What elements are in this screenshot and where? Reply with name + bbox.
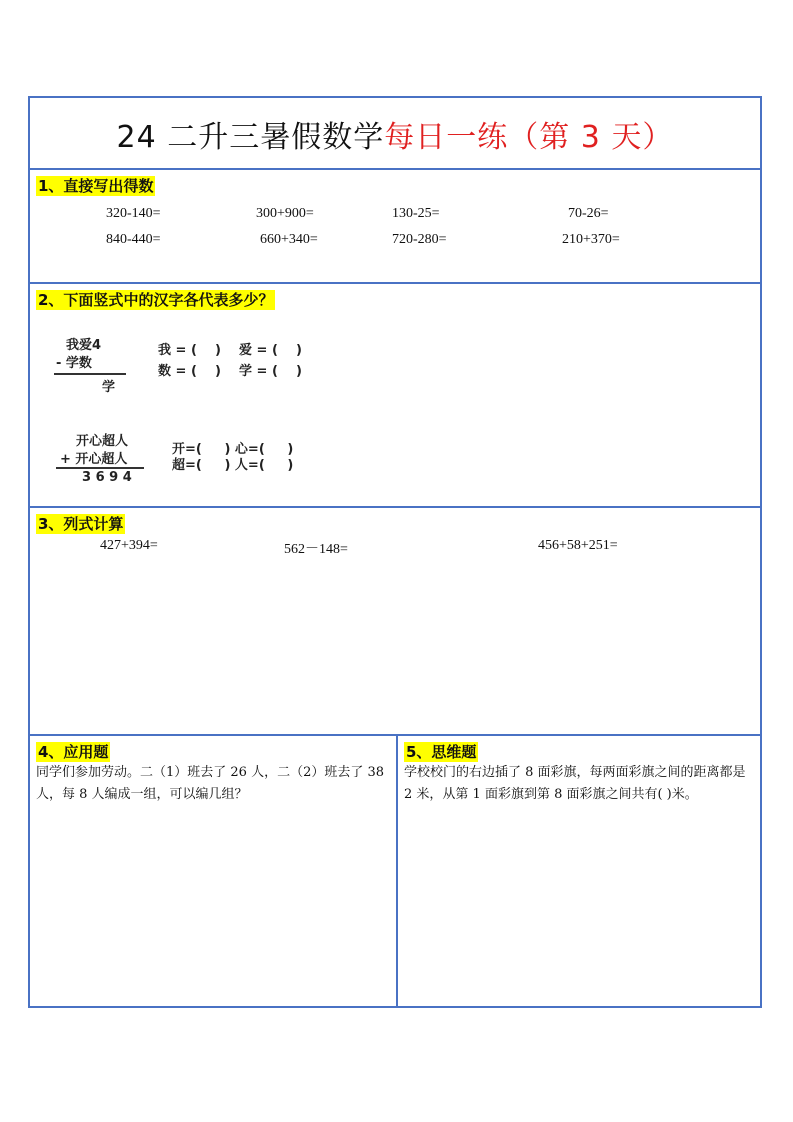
section-equation-calculation bbox=[30, 508, 760, 736]
puzzle2-answers-row2: 超=( ) 人=( ) bbox=[172, 458, 294, 473]
section5-heading: 5、思维题 bbox=[406, 743, 477, 761]
puzzle2-answers-row1: 开=( ) 心=( ) bbox=[172, 442, 294, 457]
problem: 720-280= bbox=[392, 232, 447, 247]
problem: 70-26= bbox=[568, 206, 609, 221]
problem: 320-140= bbox=[106, 206, 161, 221]
section4-text: 同学们参加劳动。二（1）班去了 26 人，二（2）班去了 38 人，每 8 人编成一组，可以编几组？ bbox=[36, 765, 385, 802]
problem: 130-25= bbox=[392, 206, 440, 221]
puzzle2-line1: 开心超人 bbox=[76, 434, 129, 449]
puzzle2-result: 3 6 9 4 bbox=[82, 470, 132, 485]
section2-heading: 2、下面竖式中的汉字各代表多少？ bbox=[38, 291, 274, 309]
puzzle1-answers-row1: 我 = ( ) 爱 = ( ) bbox=[158, 343, 302, 358]
column-divider bbox=[396, 736, 398, 1006]
page-title bbox=[30, 112, 760, 156]
title-highlight: 每日一练（第 3 天） bbox=[384, 120, 674, 155]
worksheet bbox=[28, 96, 762, 1008]
section1-heading: 1、直接写出得数 bbox=[38, 177, 154, 195]
problem: 210+370= bbox=[562, 232, 620, 247]
puzzle2-rule bbox=[56, 467, 144, 469]
problem: 660+340= bbox=[260, 232, 318, 247]
section-word-problems bbox=[30, 736, 760, 1006]
title-row bbox=[30, 98, 760, 170]
problem: 456+58+251= bbox=[538, 538, 618, 553]
section5-text: 学校校门的右边插了 8 面彩旗，每两面彩旗之间的距离都是 2 米，从第 1 面彩旗到第 8 面彩旗之间共有( )米。 bbox=[404, 765, 746, 802]
puzzle1-line1: 我爱4 bbox=[66, 338, 102, 353]
section4-heading: 4、应用题 bbox=[38, 743, 109, 761]
problem: 562－148= bbox=[284, 542, 348, 557]
title-main: 24 二升三暑假数学 bbox=[116, 120, 385, 155]
problem: 427+394= bbox=[100, 538, 158, 553]
section-cryptarithm bbox=[30, 284, 760, 508]
problem: 840-440= bbox=[106, 232, 161, 247]
puzzle1-rule bbox=[54, 373, 126, 375]
puzzle1-line2: - 学数 bbox=[56, 356, 92, 371]
section-direct-calculation bbox=[30, 170, 760, 284]
section3-heading: 3、列式计算 bbox=[38, 515, 124, 533]
puzzle1-answers-row2: 数 = ( ) 学 = ( ) bbox=[158, 364, 302, 379]
puzzle1-result: 学 bbox=[102, 380, 116, 395]
puzzle2-line2: + 开心超人 bbox=[60, 452, 128, 467]
problem: 300+900= bbox=[256, 206, 314, 221]
